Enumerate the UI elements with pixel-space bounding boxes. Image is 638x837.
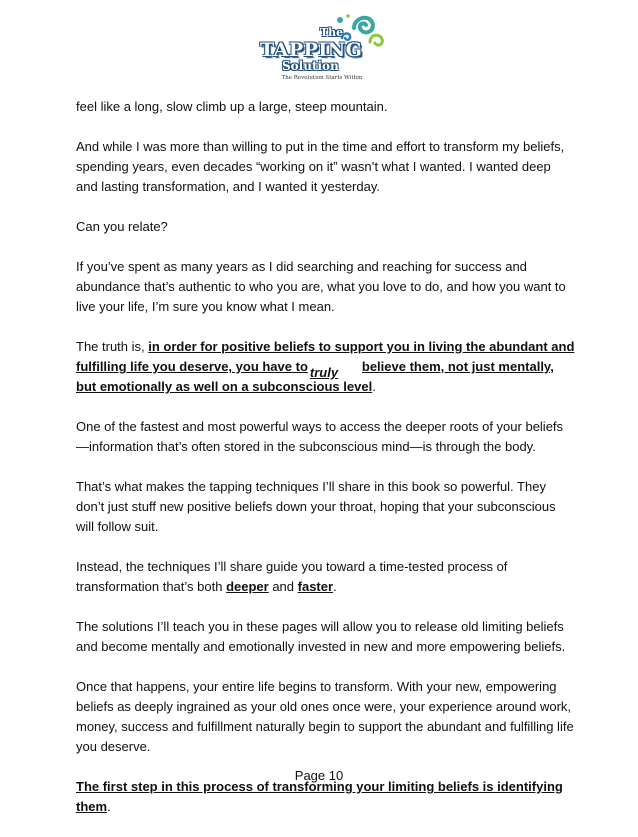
paragraph-1: feel like a long, slow climb up a large, steep mountain. — [76, 99, 388, 114]
paragraph-3: Can you relate? — [76, 219, 168, 234]
p8-faster: faster — [297, 579, 334, 594]
page-number: Page 10 — [294, 768, 344, 783]
p5-intro: The truth is, — [76, 339, 149, 354]
logo-tagline: The Revolution Starts Within — [281, 75, 363, 81]
p8-end: . — [333, 579, 337, 594]
p11-end: . — [107, 799, 111, 814]
logo-tapping-text: TAPPING — [260, 39, 363, 61]
p8-intro: Instead, the techniques I’ll share guide you toward a time-tested process of transformation that’s both — [76, 559, 508, 594]
paragraph-6: One of the fastest and most powerful ways to access the deeper roots of your beliefs—information that’s often stored in the subconscious mind—is through the body. — [76, 419, 564, 454]
paragraph-5 — [76, 337, 576, 397]
paragraph-10: Once that happens, your entire life begins to transform. With your new, empowering beliefs as deeply ingrained as your old ones once were, your experience around work, money, success and fulfillment naturally begin to support the abundant and fulfilling life you deserve. — [76, 679, 574, 754]
p5-end: . — [372, 379, 376, 394]
paragraph-7: That’s what makes the tapping techniques I’ll share in this book so powerful. They don’t just stuff new positive beliefs down your throat, hoping that your subconscious will follow suit. — [76, 479, 556, 534]
p8-deeper: deeper — [226, 579, 269, 594]
logo-solution-text: Solution — [282, 59, 339, 73]
p8-and: and — [268, 579, 298, 594]
paragraph-4: If you’ve spent as many years as I did searching and reaching for success and abundance that’s authentic to who you are, what you love to do, and how you want to live your life, I’m sure you know what I mean. — [76, 259, 566, 314]
paragraph-2: And while I was more than willing to put in the time and effort to transform my beliefs, spending years, even decades “working on it” wasn’t what I wanted. I wanted deep and lasting transformation, and I wanted it yesterday. — [76, 139, 565, 194]
logo-the-text: The — [320, 26, 344, 39]
paragraph-11 — [76, 777, 576, 817]
paragraph-9: The solutions I’ll teach you in these pages will allow you to release old limiting beliefs and become mentally and emotionally invested in new and more empowering beliefs. — [76, 619, 566, 654]
p5-emphasis-2: believe them, not just mentally, but emotionally as well on a subconscious level — [76, 359, 554, 394]
page-body — [76, 97, 576, 837]
tapping-solution-logo — [258, 8, 386, 80]
paragraph-8 — [76, 557, 576, 597]
p11-emphasis: The first step in this process of transforming your limiting beliefs is identifying them — [76, 779, 563, 814]
truly-word: truly — [309, 365, 339, 380]
p5-emphasis-1: in order for positive beliefs to support you in living the abundant and fulfilling life you deserve, you have to — [76, 339, 575, 374]
